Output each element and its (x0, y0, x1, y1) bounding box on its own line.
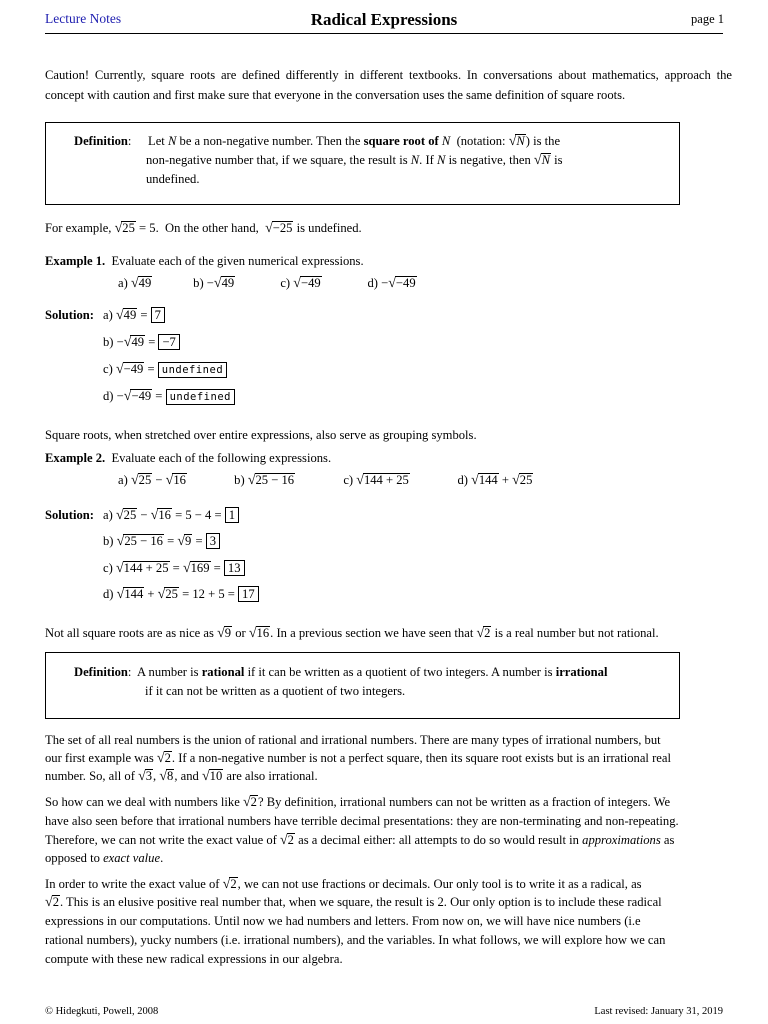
para3-line5: compute with these new radical expressions in our algebra. (45, 952, 343, 966)
answer-box: 3 (206, 533, 220, 549)
answer-box: undefined (166, 389, 235, 405)
example2-solution-d: d) √144 + √25 = 12 + 5 = 17 (103, 586, 259, 603)
example2-items: a) √25 − √16 b) √25 − 16 c) √144 + 25 d) √144 + √25 (118, 473, 533, 488)
page-title: Radical Expressions (310, 10, 458, 29)
answer-box: 1 (225, 507, 239, 523)
definition1-line3: undefined. (146, 172, 200, 186)
para3-line4: rational numbers), yucky numbers (i.e. irrational numbers), and the variables. In what follows, we will explore how we can (45, 933, 666, 947)
grouping-paragraph: Square roots, when stretched over entire expressions, also serve as grouping symbols. (45, 428, 477, 442)
definition1-label: Definition (74, 134, 128, 148)
caution-paragraph: Caution! Currently, square roots are defined differently in different textbooks. In conversations about mathematics, approach the concept with caution and first make sure that everyone in the conversation uses the same definition of square roots. (45, 68, 732, 102)
not-all-paragraph: Not all square roots are as nice as √9 or √16. In a previous section we have seen that √2 is a real number but not rational. (45, 626, 659, 641)
example2-heading: Example 2. Evaluate each of the following expressions. (45, 451, 332, 465)
answer-box: 13 (224, 560, 245, 576)
para1-line1: The set of all real numbers is the union of rational and irrational numbers. There are many types of irrational numbers, but (45, 733, 661, 747)
para3-line1: In order to write the exact value of √2, we can not use fractions or decimals. Our only tool is to write it as a radical, as (45, 877, 642, 892)
para2-line2: have also seen before that irrational numbers have terrible decimal presentations: they are non-terminating and non-repeating. (45, 814, 679, 828)
example1-items: a) √49 b) −√49 c) √−49 d) −√−49 (118, 276, 416, 291)
sqrt-symbol: √N (508, 134, 525, 149)
footer-copyright: © Hidegkuti, Powell, 2008 (45, 1006, 159, 1017)
para1-line2: our first example was √2. If a non-negative number is not a perfect square, then its square root exists but is an irrational real (45, 751, 671, 766)
definition1-line1: Definition: Let N be a non-negative number. Then the square root of N (notation: √N) is the (74, 134, 561, 149)
para3-line2: √2. This is an elusive positive real number that, when we square, the result is 2. Our only option is to include these radical (45, 895, 662, 910)
definition2-line1: Definition: A number is rational if it can be written as a quotient of two integers. A number is irrational (74, 665, 608, 679)
answer-box: undefined (158, 362, 227, 378)
definition2-line2: if it can not be written as a quotient of two integers. (145, 684, 406, 698)
example2-solution-b: b) √25 − 16 = √9 = 3 (103, 533, 220, 550)
example-intro: For example, √25 = 5. On the other hand, √−25 is undefined. (45, 221, 362, 236)
para2-line3: Therefore, we can not write the exact value of √2 as a decimal either: all attempts to do so would result in approximations as (45, 833, 675, 848)
para2-line4: opposed to exact value. (45, 851, 164, 865)
answer-box: 17 (238, 586, 259, 602)
header-rule (45, 33, 723, 34)
header-left: Lecture Notes (45, 11, 122, 26)
example1-heading: Example 1. Evaluate each of the given numerical expressions. (45, 254, 364, 268)
para2-line1: So how can we deal with numbers like √2? By definition, irrational numbers can not be written as a fraction of integers. We (45, 795, 671, 810)
page-number: page 1 (691, 12, 724, 26)
para3-line3: expressions in our computations. Until now we had numbers and letters. From now on, we will have nice numbers (i.e (45, 914, 641, 928)
example1-solution-d: d) −√−49 = undefined (103, 388, 235, 405)
answer-box: −7 (158, 334, 179, 350)
example1-solution-c: c) √−49 = undefined (103, 361, 227, 378)
example1-solution-a: Solution: a) √49 = 7 (45, 307, 94, 323)
example1-solution-b: b) −√49 = −7 (103, 334, 180, 351)
example2-solution-c: c) √144 + 25 = √169 = 13 (103, 560, 245, 577)
para1-line3: number. So, all of √3, √8, and √10 are also irrational. (45, 769, 318, 784)
answer-box: 7 (151, 307, 165, 323)
definition1-line2: non-negative number that, if we square, the result is N. If N is negative, then √N is (146, 153, 563, 168)
example2-solution-a: Solution: a) √25 − √16 = 5 − 4 = 1 (45, 507, 94, 523)
footer-revised: Last revised: January 31, 2019 (594, 1006, 723, 1017)
